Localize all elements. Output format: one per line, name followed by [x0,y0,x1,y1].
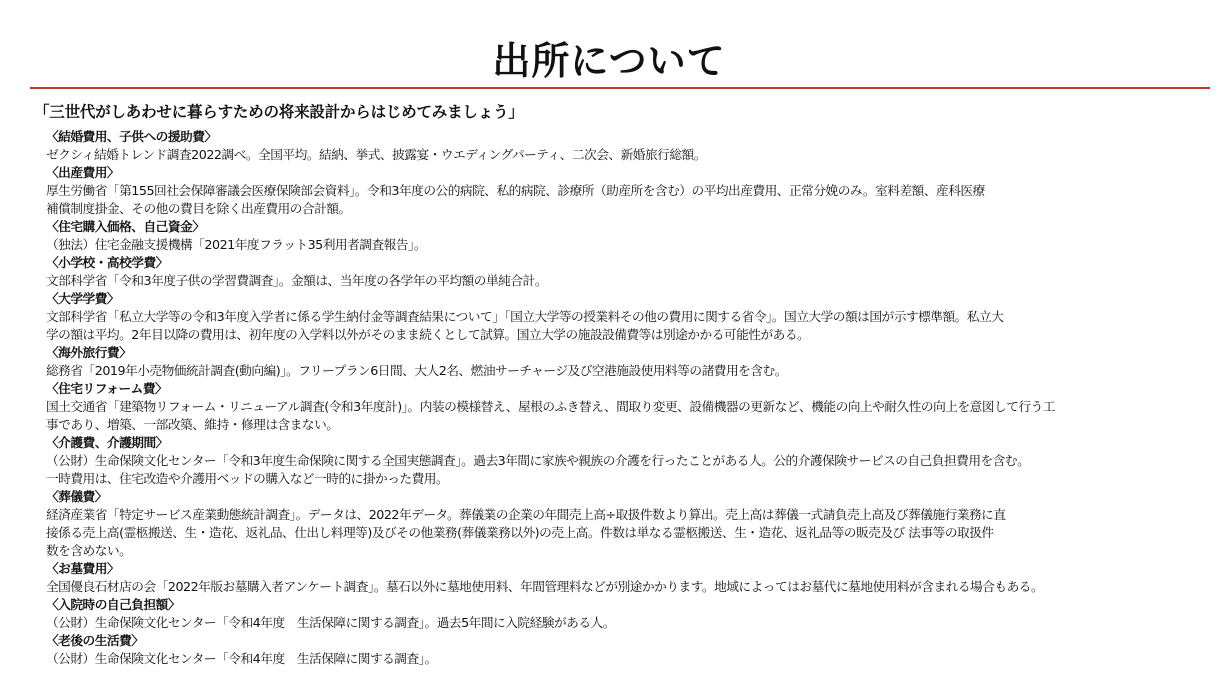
source-sections [46,128,1191,668]
section-body-line: （公財）生命保険文化センター「令和4年度 生活保障に関する調査」。 [46,651,437,666]
section-heading: 〈介護費、介護期間〉 [46,435,168,450]
section-heading: 〈住宅リフォーム費〉 [46,381,168,396]
source-section [46,128,1191,164]
source-section [46,254,1191,290]
page-title: 出所について [492,39,726,83]
section-body-line: 数を含めない。 [46,543,132,558]
section-body-line: ゼクシィ結婚トレンド調査2022調べ。全国平均。結納、挙式、披露宴・ウエディングパーティ、二次会、新婚旅行総額。 [46,147,706,162]
section-heading: 〈出産費用〉 [46,165,120,180]
title-divider [30,87,1210,89]
section-heading: 〈入院時の自己負担額〉 [46,597,181,612]
section-heading: 〈住宅購入価格、自己資金〉 [46,219,205,234]
section-body-line: 全国優良石材店の会「2022年版お墓購入者アンケート調査」。墓石以外に墓地使用料、年間管理料などが別途かかります。地域によってはお墓代に墓地使用料が含まれる場合もある。 [46,579,1044,594]
section-body-line: 国土交通省「建築物リフォーム・リニューアル調査(令和3年度計)」。内装の模様替え、屋根のふき替え、間取り変更、設備機器の更新など、機能の向上や耐久性の向上を意図して行う工 [46,399,1055,414]
section-body-line: 厚生労働省「第155回社会保障審議会医療保険部会資料」。令和3年度の公的病院、私的病院、診療所（助産所を含む）の平均出産費用、正常分娩のみ。室料差額、産科医療 [46,183,985,198]
section-body-line: 文部科学省「私立大学等の令和3年度入学者に係る学生納付金等調査結果について」「国立大学等の授業料その他の費用に関する省令」。国立大学の額は国が示す標準額。私立大 [46,309,1004,324]
source-section [46,218,1191,254]
section-heading: 〈結婚費用、子供への援助費〉 [46,129,217,144]
section-body-line: （公財）生命保険文化センター「令和3年度生命保険に関する全国実態調査」。過去3年間に家族や親族の介護を行ったことがある人。公的介護保険サービスの自己負担費用を含む。 [46,453,1030,468]
source-section [46,434,1191,488]
source-section [46,290,1191,344]
source-section [46,380,1191,434]
source-section [46,560,1191,596]
source-section [46,596,1191,632]
section-body-line: 補償制度掛金、その他の費目を除く出産費用の合計額。 [46,201,351,216]
section-body-line: （独法）住宅金融支援機構「2021年度フラット35利用者調査報告」。 [46,237,427,252]
section-heading: 〈葬儀費〉 [46,489,107,504]
source-section [46,344,1191,380]
section-body-line: 経済産業省「特定サービス産業動態統計調査」。データは、2022年データ。葬儀業の企業の年間売上高÷取扱件数より算出。売上高は葬儀一式請負売上高及び葬儀施行業務に直 [46,507,1006,522]
page-subtitle: 「三世代がしあわせに暮らすための将来設計からはじめてみましょう」 [34,103,524,121]
section-heading: 〈大学学費〉 [46,291,120,306]
section-body-line: 文部科学省「令和3年度子供の学習費調査」。金額は、当年度の各学年の平均額の単純合計。 [46,273,547,288]
section-body-line: 学の額は平均。2年目以降の費用は、初年度の入学料以外がそのまま続くとして試算。国立大学の施設設備費等は別途かかる可能性がある。 [46,327,810,342]
source-section [46,164,1191,218]
source-section [46,632,1191,668]
section-body-line: 総務省「2019年小売物価統計調査(動向編)」。フリープラン6日間、大人2名、燃油サーチャージ及び空港施設使用料等の諸費用を含む。 [46,363,787,378]
section-body-line: 一時費用は、住宅改造や介護用ベッドの購入など一時的に掛かった費用。 [46,471,449,486]
section-body-line: （公財）生命保険文化センター「令和4年度 生活保障に関する調査」。過去5年間に入院経験がある人。 [46,615,615,630]
section-body-line: 接係る売上高(霊柩搬送、生・造花、返礼品、仕出し料理等)及びその他業務(葬儀業務以外)の売上高。件数は単なる霊柩搬送、生・造花、返礼品等の販売及び 法事等の取扱件 [46,525,994,540]
section-heading: 〈老後の生活費〉 [46,633,144,648]
section-heading: 〈お墓費用〉 [46,561,120,576]
section-heading: 〈小学校・高校学費〉 [46,255,168,270]
section-heading: 〈海外旅行費〉 [46,345,132,360]
section-body-line: 事であり、増築、一部改築、維持・修理は含まない。 [46,417,339,432]
source-section [46,488,1191,560]
